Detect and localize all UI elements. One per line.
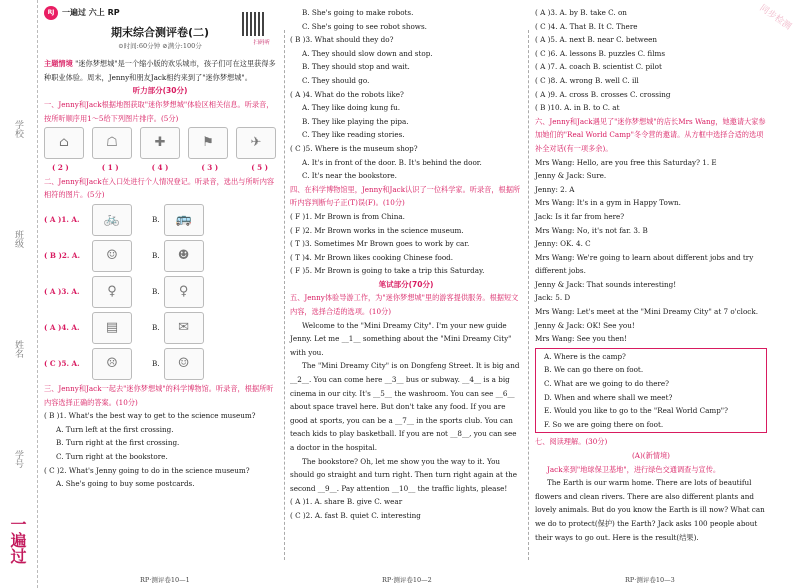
- q4-item[interactable]: ( T )3. Sometimes Mr Brown goes to work by car.: [290, 239, 470, 249]
- map-picture-icon: ⌂: [44, 127, 84, 159]
- options-box: [535, 348, 767, 434]
- q3-option[interactable]: C. It's near the bookstore.: [302, 171, 397, 181]
- q5-option-row[interactable]: ( C )2. A. fast B. quiet C. interesting: [290, 510, 421, 520]
- box-option: E. Would you like to go to the "Real World Camp"?: [544, 406, 728, 416]
- qr-code[interactable]: [242, 12, 266, 36]
- q3-heading: 三、Jenny和Jack一起去"迷你梦想城"的科学博物馆。听录音，根据所听内容选择正确的答案。(10分): [44, 383, 274, 407]
- q1-answer[interactable]: ( 1 ): [101, 163, 119, 173]
- map-picture-icon: ⚑: [188, 127, 228, 159]
- q5-option-row[interactable]: ( C )6. A. lessons B. puzzles C. films: [535, 48, 666, 58]
- postcard-icon: ✉: [164, 312, 204, 344]
- q2-label[interactable]: ( A )4. A.: [44, 323, 80, 333]
- box-option: C. What are we going to do there?: [544, 379, 670, 389]
- q4-heading: 四、在科学博物馆里，Jenny和Jack认识了一位科学家。听录音，根据所听内容判断句子正(T)误(F)。(10分): [290, 184, 521, 208]
- column-1: [44, 6, 276, 491]
- q4-item[interactable]: ( F )1. Mr Brown is from China.: [290, 211, 405, 221]
- q1-answer[interactable]: ( 3 ): [201, 163, 219, 173]
- dialogue-line: Mrs Wang: We're going to learn about different jobs and try different jobs.: [535, 252, 754, 276]
- q3-option[interactable]: C. She's going to see robot shows.: [302, 21, 427, 31]
- box-option: B. We can go there on foot.: [544, 365, 644, 375]
- map-picture-icon: ✚: [140, 127, 180, 159]
- q1-answer[interactable]: ( 4 ): [151, 163, 169, 173]
- q2-heading: 二、Jenny和Jack在入口处进行个人情况登记。听录音，选出与所听内容相符的图片。(5分): [44, 176, 275, 200]
- q4-item[interactable]: ( F )2. Mr Brown works in the science museum.: [290, 225, 464, 235]
- q1-heading: 一、Jenny和Jack根据地图获取"迷你梦想城"体验区相关信息。听录音，按所听顺序用1～5给下列图片排序。(5分): [44, 99, 274, 123]
- q3-item: ( A )4. What do the robots like?: [290, 89, 404, 99]
- listening-title: 听力部分(30分): [132, 86, 188, 96]
- q2-label[interactable]: ( A )3. A.: [44, 287, 80, 297]
- logo-text: 一遍过 六上 RP: [62, 8, 120, 18]
- column-2: [290, 6, 522, 523]
- q2-label[interactable]: ( A )1. A.: [44, 215, 80, 225]
- q5-option-row[interactable]: ( A )7. A. coach B. scientist C. pilot: [535, 62, 662, 72]
- girl-icon: ♀: [164, 276, 204, 308]
- page-footer-2: RP·测评卷10—2: [382, 576, 432, 584]
- q1-answer[interactable]: ( 5 ): [251, 163, 268, 173]
- person-icon: ☺: [92, 240, 132, 272]
- option-b-label: B.: [152, 323, 160, 333]
- q3-option[interactable]: B. Turn right at the first crossing.: [56, 438, 180, 448]
- q3-option[interactable]: B. She's going to make robots.: [302, 8, 414, 17]
- binding-strip: [0, 0, 38, 588]
- q7-heading: 七、阅读理解。(30分): [535, 437, 608, 447]
- q3-option[interactable]: A. They should slow down and stop.: [302, 48, 433, 58]
- bike-icon: 🚲: [92, 204, 132, 236]
- angry-face-icon: ☹: [92, 348, 132, 380]
- q2-row: [44, 202, 276, 238]
- passage-paragraph: Welcome to the "Mini Dreamy City". I'm your new guide Jenny. Let me __1__ something about the "Mini Dreamy City" with you.: [290, 320, 512, 357]
- passage-paragraph: The "Mini Dreamy City" is on Dongfeng Street. It is big and __2__. You can come here __3__ bus or subway. __4__ is a big cinema in our city. It's __5__ the washroom. You can see __6__ about space travel here. But don't take any food. If you are good at sports, you can be a __7__ in the sports club. You can teach kids to play basketball. If you are not __8__, you can see a doctor in the hospital.: [290, 361, 520, 452]
- writing-title: 笔试部分(70分): [378, 279, 434, 289]
- page-footer-3: RP·测评卷10—3: [625, 576, 675, 584]
- map-picture-icon: ☖: [92, 127, 132, 159]
- brand-logo: 一遍过: [8, 516, 27, 564]
- q5-option-row[interactable]: ( A )5. A. next B. near C. between: [535, 35, 657, 45]
- q5-heading: 五、Jenny体验导游工作，为"迷你梦想城"里的游客提供服务。根据短文内容，选择合适的选项。(10分): [290, 293, 519, 317]
- option-b-label: B.: [152, 251, 160, 261]
- person-icon: ☻: [164, 240, 204, 272]
- q2-row: [44, 238, 276, 274]
- exam-meta: ⊙时间:60分钟 ⊘满分:100分: [118, 41, 202, 50]
- dialogue-line: Jenny & Jack: Sure.: [535, 171, 607, 181]
- q3-option[interactable]: A. Turn left at the first crossing.: [56, 424, 174, 434]
- q3-option[interactable]: C. They like reading stories.: [302, 130, 405, 140]
- page-title: 期末综合测评卷(二): [110, 26, 210, 39]
- q2-row: [44, 310, 276, 346]
- column-divider: [528, 30, 529, 560]
- q3-option[interactable]: A. They like doing kung fu.: [302, 103, 401, 113]
- option-b-label: B.: [152, 215, 160, 225]
- dialogue-line: Jenny: OK. 4. C: [535, 239, 591, 249]
- binding-label-school: 学校: [13, 120, 23, 138]
- dialogue-line: Mrs Wang: No, it's not far. 3. B: [535, 225, 648, 235]
- intro-label: 主题情境: [44, 59, 73, 69]
- q5-option-row[interactable]: ( C )4. A. That B. It C. There: [535, 21, 638, 31]
- dialogue-line: Jack: 5. D: [535, 293, 571, 303]
- binding-label-class: 班级: [13, 230, 23, 248]
- q5-option-row[interactable]: ( A )1. A. share B. give C. wear: [290, 497, 403, 507]
- dialogue-line: Jack: Is it far from here?: [535, 211, 625, 221]
- q3-option[interactable]: B. They should stop and wait.: [302, 62, 410, 72]
- dialogue-line: Jenny: 2. A: [535, 184, 575, 194]
- intro-text: "迷你梦想城"是一个缩小版的欢乐城市，孩子们可在这里获得多种职业体验。周末，Jenny和朋友Jack相约来到了"迷你梦想城"。: [44, 59, 276, 82]
- q3-option[interactable]: A. She's going to buy some postcards.: [56, 479, 195, 489]
- q2-label[interactable]: ( B )2. A.: [44, 251, 80, 261]
- box-option: D. When and where shall we meet?: [544, 392, 673, 402]
- girl-icon: ♀: [92, 276, 132, 308]
- q6-heading: 六、Jenny和Jack遇见了"迷你梦想城"的店长Mrs Wang，她邀请大家参加她们的"Real World Camp"冬令营的邀请。从方框中选择合适的选项补全对话(有一项多余)。: [535, 116, 766, 153]
- qr-caption: 扫码听: [253, 40, 270, 46]
- q4-item[interactable]: ( F )5. Mr Brown is going to take a trip this Saturday.: [290, 266, 485, 276]
- binding-label-name: 姓名: [13, 340, 23, 358]
- dialogue-line: Jenny & Jack: OK! See you!: [535, 320, 635, 330]
- option-b-label: B.: [152, 287, 160, 297]
- q3-item: ( C )2. What's Jenny going to do in the science museum?: [44, 465, 250, 475]
- q2-row: [44, 274, 276, 310]
- logo-badge: RJ: [44, 6, 58, 20]
- map-picture-icon: ✈: [236, 127, 276, 159]
- q3-item: ( B )3. What should they do?: [290, 35, 394, 45]
- bus-icon: 🚌: [164, 204, 204, 236]
- passage-paragraph: The bookstore? Oh, let me show you the way to it. You should go straight and turn right. Then turn right again at the second __9__. Pay attention __10__ the traffic lights, please!: [290, 456, 517, 493]
- q3-item: ( B )1. What's the best way to get to the science museum?: [44, 411, 256, 421]
- dialogue-line: Mrs Wang: Let's meet at the "Mini Dreamy City" at 7 o'clock.: [535, 307, 758, 317]
- q5-option-row[interactable]: ( C )8. A. wrong B. well C. ill: [535, 75, 639, 85]
- q3-option[interactable]: C. Turn right at the bookstore.: [56, 451, 168, 461]
- dialogue-line: Mrs Wang: See you then!: [535, 334, 628, 344]
- dialogue-line: Mrs Wang: It's in a gym in Happy Town.: [535, 198, 681, 208]
- q2-label[interactable]: ( C )5. A.: [44, 359, 80, 369]
- q7-subtitle: (A)(新情境): [632, 451, 670, 460]
- q3-option[interactable]: B. They like playing the pipa.: [302, 116, 409, 126]
- option-b-label: B.: [152, 359, 160, 369]
- q3-item: ( C )5. Where is the museum shop?: [290, 143, 418, 153]
- page-footer-1: RP·测评卷10—1: [140, 576, 190, 584]
- column-3: [535, 6, 767, 544]
- q5-option-row[interactable]: ( B )10. A. in B. to C. at: [535, 103, 620, 113]
- q7-passage: The Earth is our warm home. There are lots of beautiful flowers and clean rivers. There are also different plants and lovely animals. But do you know the Earth is ill now? What can we do to protect(保护) the Earth? Jack asks 100 people about their ways to go out. Here is the result(结果).: [535, 478, 765, 542]
- dialogue-line: Mrs Wang: Hello, are you free this Saturday? 1. E: [535, 157, 717, 167]
- corner-stamp: 同步检测: [757, 3, 793, 33]
- intro-block: [44, 57, 276, 84]
- q7-intro: Jack来到"地球保卫基地"，进行绿色交通调查与宣传。: [547, 464, 721, 474]
- q1-answers: [44, 161, 276, 175]
- q2-row: [44, 346, 276, 382]
- box-option: A. Where is the camp?: [544, 351, 626, 361]
- q5-option-row[interactable]: ( A )3. A. by B. take C. on: [535, 8, 627, 17]
- dialogue-line: Jenny & Jack: That sounds interesting!: [535, 279, 677, 289]
- column-divider: [284, 30, 285, 560]
- q3-option[interactable]: A. It's in front of the door. B. It's behind the door.: [302, 157, 482, 167]
- q3-option[interactable]: C. They should go.: [302, 75, 370, 85]
- q5-option-row[interactable]: ( A )9. A. cross B. crosses C. crossing: [535, 89, 671, 99]
- smile-face-icon: ☺: [164, 348, 204, 380]
- book-icon: ▤: [92, 312, 132, 344]
- binding-label-number: 学号: [13, 450, 23, 468]
- q4-item[interactable]: ( T )4. Mr Brown likes cooking Chinese food.: [290, 252, 454, 262]
- box-option: F. So we are going there on foot.: [544, 419, 664, 429]
- q1-pictures: [44, 127, 276, 159]
- q1-answer[interactable]: ( 2 ): [52, 163, 69, 173]
